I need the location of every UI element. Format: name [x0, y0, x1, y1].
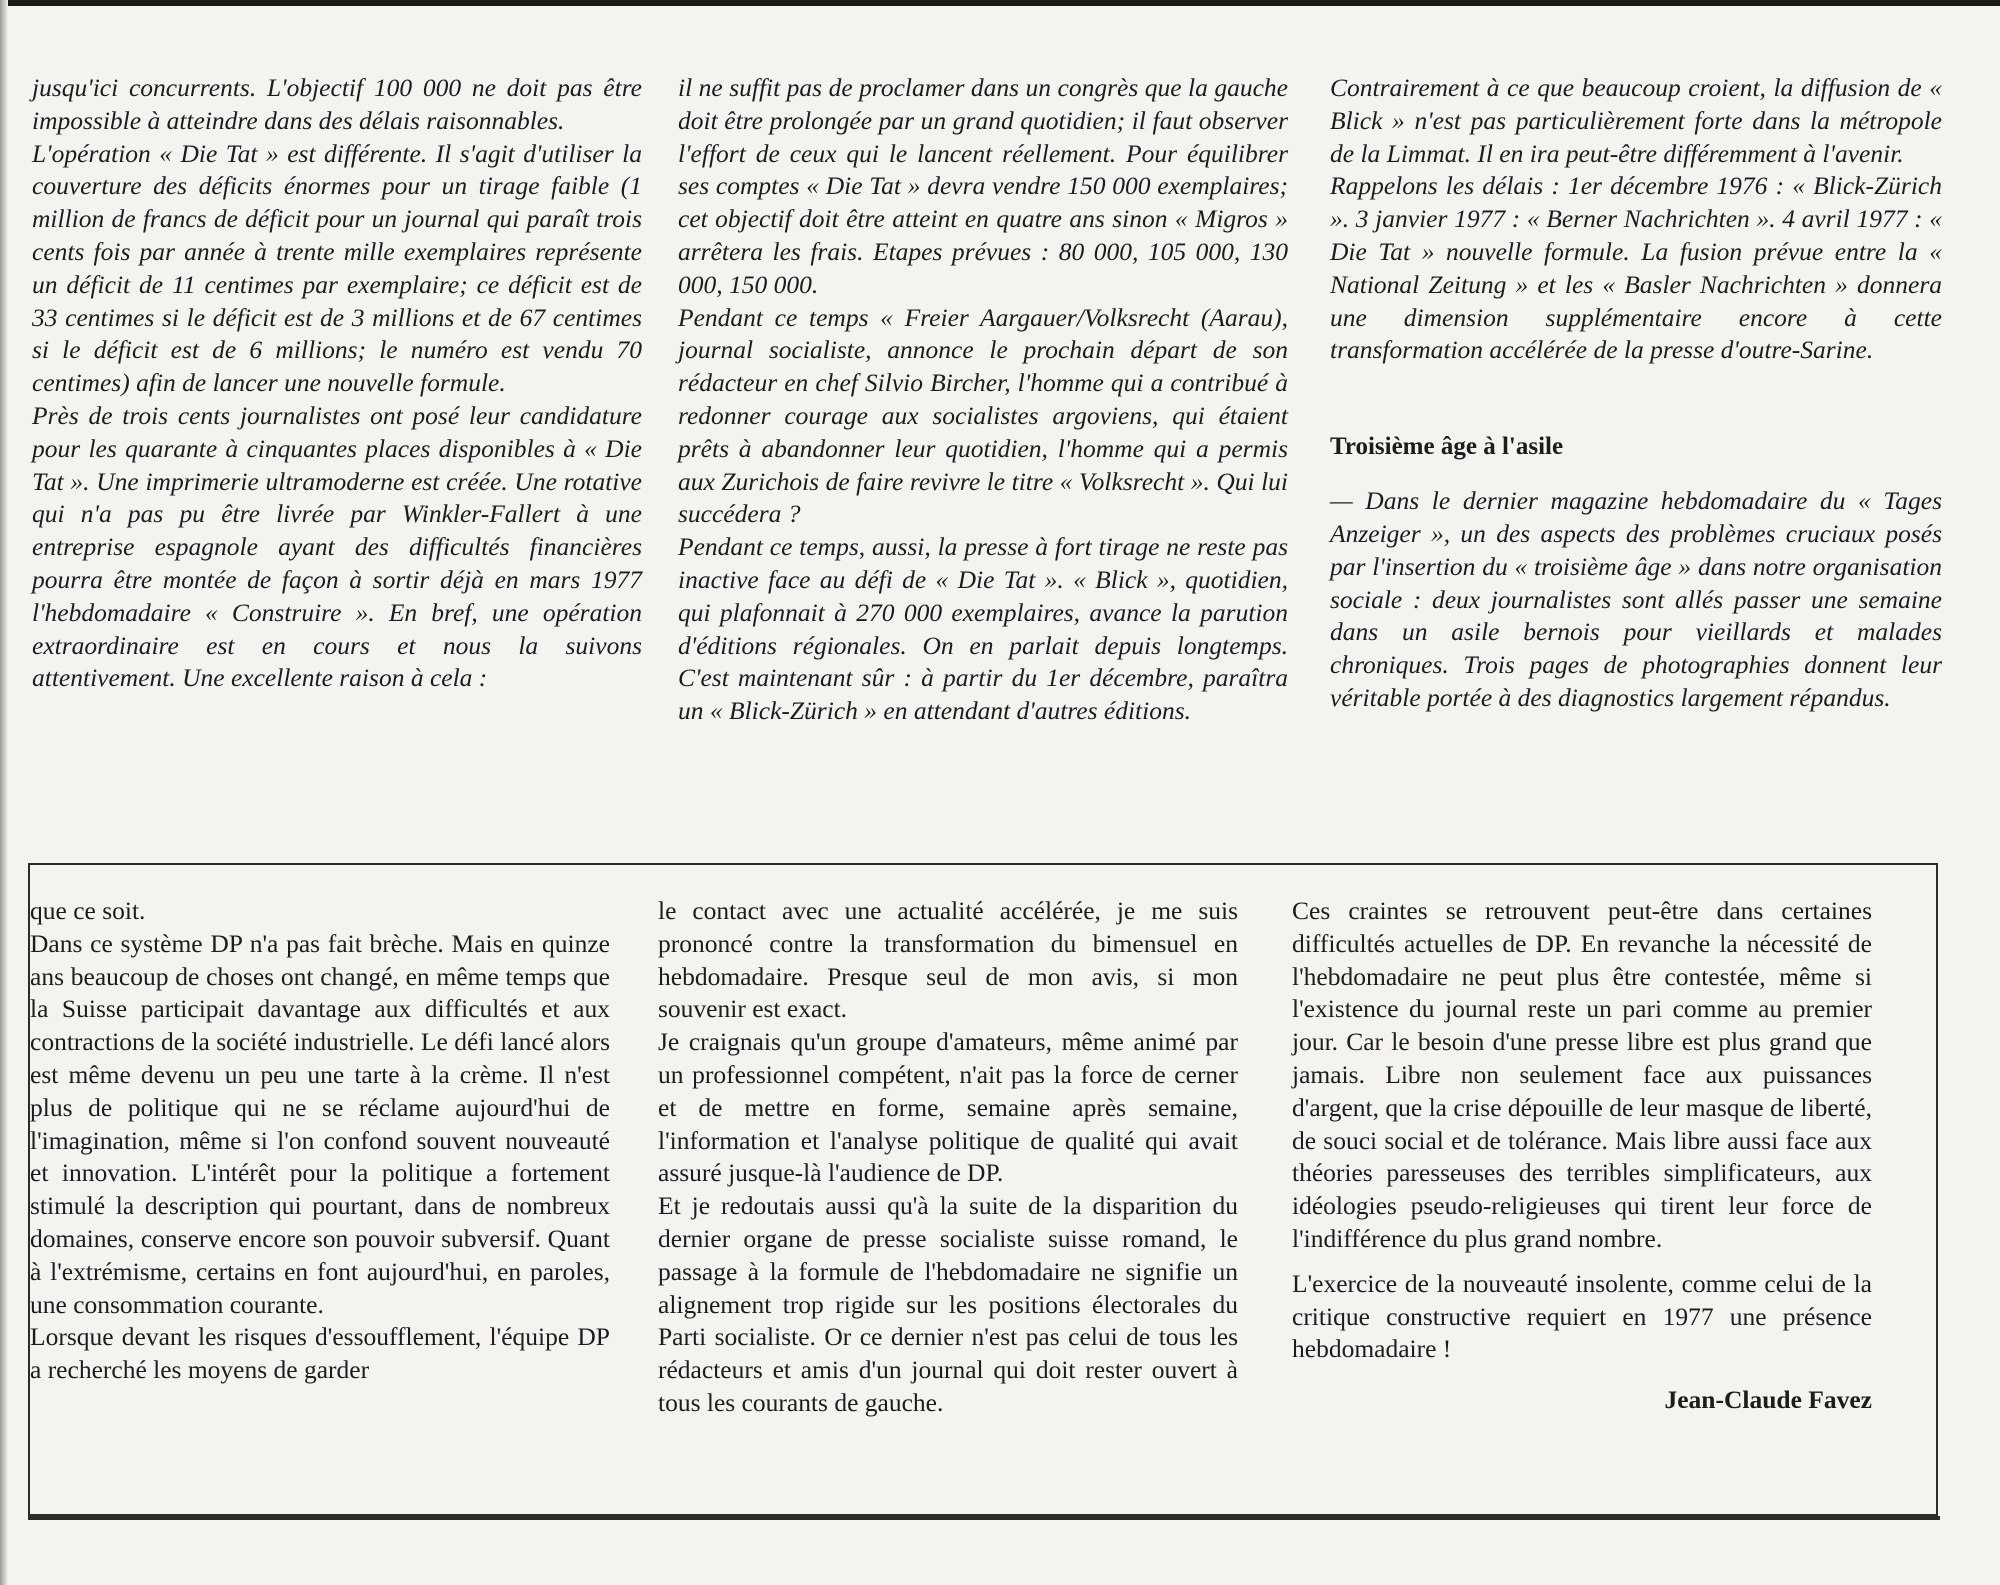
page-edge-shadow: [0, 0, 8, 1585]
section-heading: Troisième âge à l'asile: [1330, 433, 1564, 461]
paragraph: L'exercice de la nouveauté insolente, comme celui de la critique constructive requiert en 1977 une présence hebdomadaire !: [1292, 1268, 1872, 1364]
paragraph: il ne suffit pas de proclamer dans un congrès que la gauche doit être prolongée par un grand quotidien; il faut observer l'effort de ceux qui le lancent réellement. Pour équilibrer ses comptes « Die Tat » devra vendre 150 000 exemplaires; cet objectif doit être atteint en quatre ans sinon « Migros » arrêtera les frais. Etapes prévues : 80 000, 105 000, 130 000, 150 000.: [678, 73, 1288, 299]
upper-column-3: [1330, 72, 1942, 715]
paragraph: — Dans le dernier magazine hebdomadaire du « Tages Anzeiger », un des aspects des problèmes cruciaux posés par l'insertion du « troisième âge » dans notre organisation sociale : deux journalistes sont allés passer une semaine dans un asile bernois pour vieillards et malades chroniques. Trois pages de photographies donnent leur véritable portée à des diagnostics largement répandus.: [1330, 486, 1942, 712]
paragraph: L'opération « Die Tat » est différente. Il s'agit d'utiliser la couverture des déficits énormes pour un tirage faible (1 million de francs de déficit pour un journal qui paraît trois cents fois par année à trente mille exemplaires représente un déficit de 11 centimes par exemplaire; ce déficit est de 33 centimes si le déficit est de 3 millions et de 67 centimes si le déficit est de 6 millions; le numéro est vendu 70 centimes) afin de lancer une nouvelle formule.: [32, 138, 642, 398]
paragraph: Rappelons les délais : 1er décembre 1976 : « Blick-Zürich ». 3 janvier 1977 : « Berner Nachrichten ». 4 avril 1977 : « Die Tat » nouvelle formule. La fusion prévue entre la « National Zeitung » et les « Basler Nachrichten » donnera une dimension supplémentaire encore à cette transformation accélérée de la presse d'outre-Sarine.: [1330, 171, 1942, 365]
paragraph: Ces craintes se retrouvent peut-être dans certaines difficultés actuelles de DP. En revanche la nécessité de l'hebdomadaire ne peut plus être contestée, même si l'existence du journal reste un pari comme au premier jour. Car le besoin d'une presse libre est plus grand que jamais. Libre non seulement face aux puissances d'argent, que la crise dépouille de leur masque de liberté, de souci social et de tolérance. Mais libre aussi face aux théories paresseuses des terribles simplificateurs, aux idéologies pseudo-religieuses qui tirent leur force de l'indifférence du plus grand nombre.: [1292, 896, 1872, 1253]
box-column-2: [658, 895, 1238, 1420]
paragraph: jusqu'ici concurrents. L'objectif 100 000 ne doit pas être impossible à atteindre dans des délais raisonnables.: [32, 73, 642, 135]
author-signature: Jean-Claude Favez: [1664, 1385, 1872, 1415]
box-column-3: [1292, 895, 1872, 1417]
paragraph: Dans ce système DP n'a pas fait brèche. Mais en quinze ans beaucoup de choses ont changé, en même temps que la Suisse participait davantage aux difficultés et aux contractions de la société industrielle. Le défi lancé alors est même devenu un peu une tarte à la crème. Il n'est plus de politique qui ne se réclame aujourd'hui de l'imagination, même si l'on confond souvent nouveauté et innovation. L'intérêt pour la politique a fortement stimulé la description qui pourtant, dans de nombreux domaines, conserve encore son pouvoir subversif. Quant à l'extrémisme, certains en font aujourd'hui, en paroles, une consommation courante.: [30, 928, 610, 1319]
upper-column-2: [678, 72, 1288, 728]
boxed-article: [28, 863, 1938, 1516]
paragraph: Et je redoutais aussi qu'à la suite de la disparition du dernier organe de presse socialiste suisse romand, le passage à la formule de l'hebdomadaire ne signifie un alignement trop rigide sur les positions électorales du Parti socialiste. Or ce dernier n'est pas celui de tous les rédacteurs et amis d'un journal qui doit rester ouvert à tous les courants de gauche.: [658, 1191, 1238, 1417]
paragraph: Pendant ce temps « Freier Aargauer/Volksrecht (Aarau), journal socialiste, annonce le prochain départ de son rédacteur en chef Silvio Bircher, l'homme qui a contribué à redonner courage aux socialistes argoviens, qui étaient prêts à abandonner leur quotidien, l'homme qui a permis aux Zurichois de faire revivre le titre « Volksrecht ». Qui lui succédera ?: [678, 302, 1288, 529]
paragraph: que ce soit.: [30, 896, 146, 925]
upper-column-1: [32, 72, 642, 695]
paragraph: Je craignais qu'un groupe d'amateurs, même animé par un professionnel compétent, n'ait pas la force de cerner et de mettre en forme, semaine après semaine, l'information et l'analyse politique de qualité qui avait assuré jusque-là l'audience de DP.: [658, 1027, 1238, 1188]
paragraph: Pendant ce temps, aussi, la presse à fort tirage ne reste pas inactive face au défi de « Die Tat ». « Blick », quotidien, qui plafonnait à 270 000 exemplaires, avance la parution d'éditions régionales. On en parlait depuis longtemps. C'est maintenant sûr : à partir du 1er décembre, paraîtra un « Blick-Zürich » en attendant d'autres éditions.: [678, 532, 1288, 726]
box-column-1: [30, 895, 610, 1387]
paragraph: Lorsque devant les risques d'essoufflement, l'équipe DP a recherché les moyens de garder: [30, 1322, 610, 1385]
box-bottom-rule: [28, 1516, 1940, 1520]
top-rule: [0, 0, 2000, 6]
paragraph: Près de trois cents journalistes ont posé leur candidature pour les quarante à cinquantes places disponibles à « Die Tat ». Une imprimerie ultramoderne est créée. Une rotative qui n'a pas pu être livrée par Winkler-Fallert à une entreprise espagnole ayant des difficultés financières pourra être montée de façon à sortir déjà en mars 1977 l'hebdomadaire « Construire ». En bref, une opération extraordinaire est en cours et nous la suivons attentivement. Une excellente raison à cela :: [32, 400, 642, 693]
paragraph: Contrairement à ce que beaucoup croient, la diffusion de « Blick » n'est pas particulièrement forte dans la métropole de la Limmat. Il en ira peut-être différemment à l'avenir.: [1330, 73, 1942, 168]
paragraph: le contact avec une actualité accélérée, je me suis prononcé contre la transformation du bimensuel en hebdomadaire. Presque seul de mon avis, si mon souvenir est exact.: [658, 896, 1238, 1024]
